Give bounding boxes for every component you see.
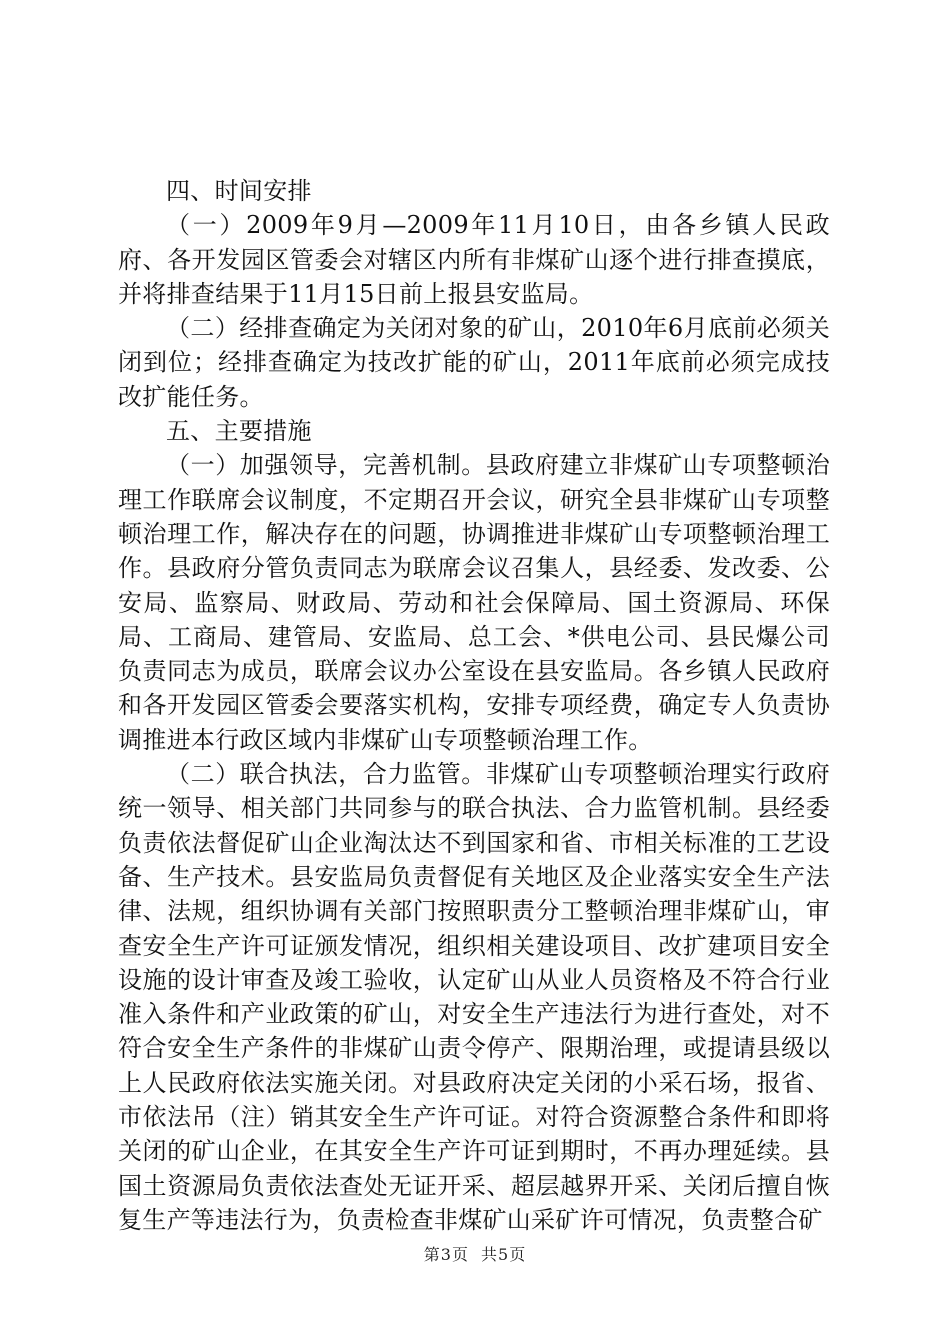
page-footer <box>0 1245 950 1265</box>
paragraph-measures-1: （一）加强领导，完善机制。县政府建立非煤矿山专项整顿治理工作联席会议制度，不定期召开会议，研究全县非煤矿山专项整顿治理工作，解决存在的问题，协调推进非煤矿山专项整顿治理工作。县政府分管负责同志为联席会议召集人，县经委、发改委、公安局、监察局、财政局、劳动和社会保障局、国土资源局、环保局、工商局、建管局、安监局、总工会、*供电公司、县民爆公司负责同志为成员，联席会议办公室设在县安监局。各乡镇人民政府和各开发园区管委会要落实机构，安排专项经费，确定专人负责协调推进本行政区域内非煤矿山专项整顿治理工作。 <box>118 451 830 754</box>
paragraph-schedule-2: （二）经排查确定为关闭对象的矿山，2010年6月底前必须关闭到位；经排查确定为技改扩能的矿山，2011年底前必须完成技改扩能任务。 <box>118 314 830 411</box>
page-total: 共5页 <box>481 1245 527 1264</box>
page-number: 第3页 <box>423 1245 469 1264</box>
section-heading-measures: 五、主要措施 <box>166 417 312 446</box>
paragraph-schedule-1: （一）2009年9月—2009年11月10日，由各乡镇人民政府、各开发园区管委会对辖区内所有非煤矿山逐个进行排查摸底，并将排查结果于11月15日前上报县安监局。 <box>118 211 830 308</box>
section-heading-schedule: 四、时间安排 <box>166 177 312 205</box>
paragraph-measures-2: （二）联合执法，合力监管。非煤矿山专项整顿治理实行政府统一领导、相关部门共同参与的联合执法、合力监管机制。县经委负责依法督促矿山企业淘汰达不到国家和省、市相关标准的工艺设备、生产技术。县安监局负责督促有关地区及企业落实安全生产法律、法规，组织协调有关部门按照职责分工整顿治理非煤矿山，审查安全生产许可证颁发情况，组织相关建设项目、改扩建项目安全设施的设计审查及竣工验收，认定矿山从业人员资格及不符合行业准入条件和产业政策的矿山，对安全生产违法行为进行查处，对不符合安全生产条件的非煤矿山责令停产、限期治理，或提请县级以上人民政府依法实施关闭。对县政府决定关闭的小采石场，报省、市依法吊（注）销其安全生产许可证。对符合资源整合条件和即将关闭的矿山企业，在其安全生产许可证到期时，不再办理延续。县国土资源局负责依法查处无证开采、超层越界开采、关闭后擅自恢复生产等违法行为，负责检查非煤矿山采矿许可情况，负责整合矿 <box>118 760 830 1234</box>
document-body <box>118 174 830 1237</box>
